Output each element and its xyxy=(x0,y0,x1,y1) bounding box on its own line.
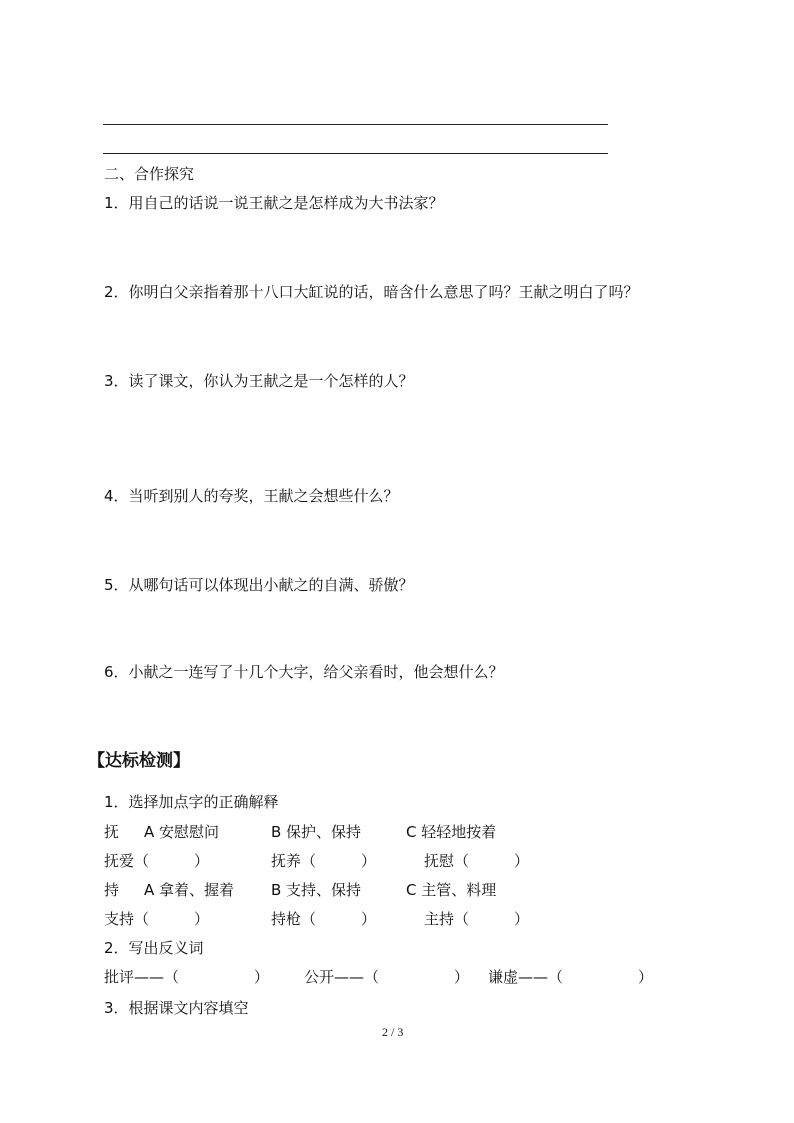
antonym-gongkai: 公开——（ ） xyxy=(304,968,470,986)
answer-line xyxy=(103,124,608,125)
dabiao-heading: 【达标检测】 xyxy=(88,751,190,771)
question-1: 1．用自己的话说一说王献之是怎样成为大书法家？ xyxy=(104,194,444,212)
blank-chiqiang: 持枪（ ） xyxy=(271,910,377,928)
option-c: C 轻轻地按着 xyxy=(406,823,497,841)
answer-line xyxy=(103,153,608,154)
option-a: A 拿着、握着 xyxy=(144,881,235,899)
page-number: 2 / 3 xyxy=(382,1025,404,1039)
question-2: 2．你明白父亲指着那十八口大缸说的话，暗含什么意思了吗？王献之明白了吗？ xyxy=(104,283,639,301)
option-b: B 支持、保持 xyxy=(271,881,362,899)
antonym-piping: 批评——（ ） xyxy=(104,968,270,986)
section-title: 二、合作探究 xyxy=(104,165,195,183)
option-c: C 主管、料理 xyxy=(406,881,497,899)
blank-fuyang: 抚养（ ） xyxy=(271,852,377,870)
char-fu: 抚 xyxy=(104,823,120,841)
question-5: 5．从哪句话可以体现出小献之的自满、骄傲？ xyxy=(104,576,414,594)
antonym-qianxu: 谦虚——（ ） xyxy=(488,968,654,986)
question-3: 3．读了课文，你认为王献之是一个怎样的人？ xyxy=(104,372,414,390)
char-chi: 持 xyxy=(104,881,120,899)
question-6: 6．小献之一连写了十几个大字，给父亲看时，他会想什么？ xyxy=(104,663,504,681)
option-a: A 安慰慰问 xyxy=(144,823,220,841)
question-4: 4．当听到别人的夸奖，王献之会想些什么？ xyxy=(104,487,399,505)
blank-fuwei: 抚慰（ ） xyxy=(424,852,530,870)
q2-title: 2．写出反义词 xyxy=(104,939,204,957)
blank-zhichi: 支持（ ） xyxy=(104,910,210,928)
q1-title: 1．选择加点字的正确解释 xyxy=(104,793,279,811)
blank-fuai: 抚爱（ ） xyxy=(104,852,210,870)
blank-zhuchi: 主持（ ） xyxy=(424,910,530,928)
option-b: B 保护、保持 xyxy=(271,823,362,841)
q3-title: 3．根据课文内容填空 xyxy=(104,999,249,1017)
